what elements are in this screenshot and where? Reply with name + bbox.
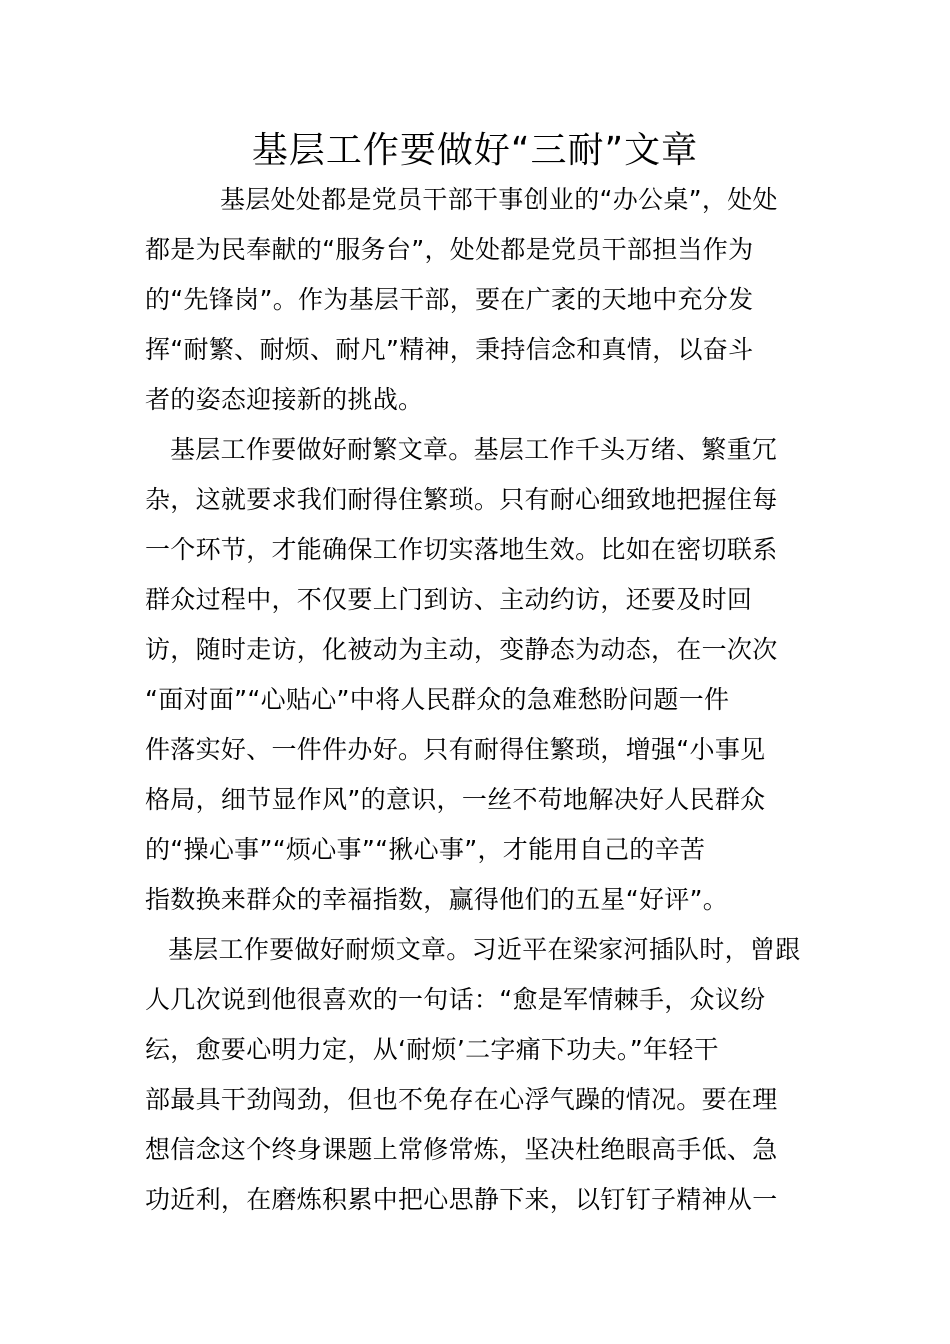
paragraph-line: 纭，愈要心明力定，从‘耐烦’二字痛下功夫。”年轻干 (145, 1035, 719, 1064)
paragraph-line: 的“先锋岗”。作为基层干部，要在广袤的天地中充分发 (145, 285, 754, 314)
paragraph-line: 人几次说到他很喜欢的一句话：“愈是军情棘手，众议纷 (145, 985, 766, 1014)
document-title: 基层工作要做好“三耐”文章 (251, 130, 699, 171)
paragraph-line: 杂，这就要求我们耐得住繁琐。只有耐心细致地把握住每 (145, 485, 778, 514)
paragraph-line: 件落实好、一件件办好。只有耐得住繁琐，增强“小事见 (145, 735, 766, 764)
paragraph-line: 基层工作要做好耐烦文章。习近平在梁家河插队时，曾跟 (168, 935, 801, 964)
paragraph-line: 者的姿态迎接新的挑战。 (145, 385, 424, 414)
paragraph-line: 挥“耐繁、耐烦、耐凡”精神，秉持信念和真情，以奋斗 (145, 335, 754, 364)
paragraph-line: 指数换来群众的幸福指数，赢得他们的五星“好评”。 (145, 885, 729, 914)
paragraph-line: 部最具干劲闯劲，但也不免存在心浮气躁的情况。要在理 (145, 1085, 778, 1114)
paragraph-line: 基层处处都是党员干部干事创业的“办公桌”，处处 (220, 185, 778, 214)
paragraph-line: 基层工作要做好耐繁文章。基层工作千头万绪、繁重冗 (170, 435, 778, 464)
paragraph-line: 一个环节，才能确保工作切实落地生效。比如在密切联系 (145, 535, 778, 564)
paragraph-line: 访，随时走访，化被动为主动，变静态为动态，在一次次 (145, 635, 778, 664)
paragraph-line: 群众过程中，不仅要上门到访、主动约访，还要及时回 (145, 585, 753, 614)
paragraph-line: 功近利，在磨炼积累中把心思静下来，以钉钉子精神从一 (145, 1185, 778, 1214)
paragraph-line: 想信念这个终身课题上常修常炼，坚决杜绝眼高手低、急 (145, 1135, 778, 1164)
paragraph-line: 格局，细节显作风”的意识，一丝不苟地解决好人民群众 (145, 785, 766, 814)
paragraph-line: “面对面”“心贴心”中将人民群众的急难愁盼问题一件 (145, 685, 730, 714)
paragraph-line: 的“操心事”“烦心事”“揪心事”，才能用自己的辛苦 (145, 835, 706, 864)
paragraph-line: 都是为民奉献的“服务台”，处处都是党员干部担当作为 (145, 235, 754, 264)
